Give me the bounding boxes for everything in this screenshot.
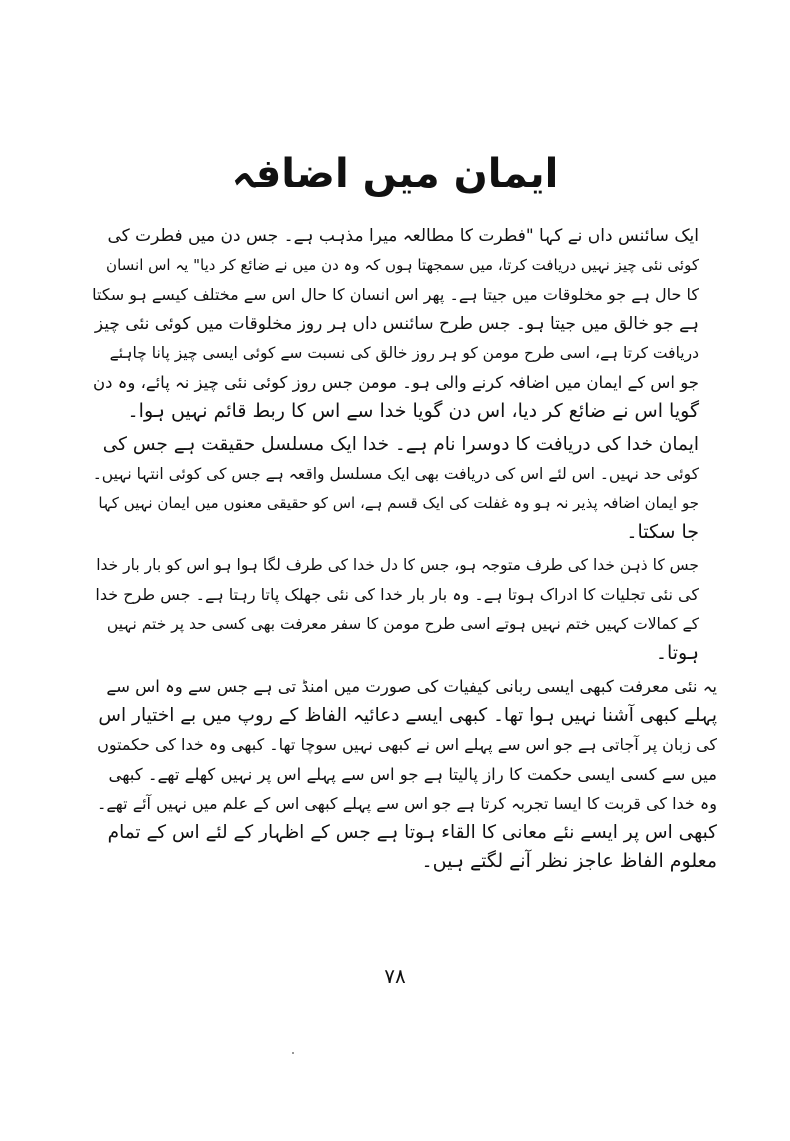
text-line: کی زبان پر آجاتی ہے جو اس سے پہلے اس نے کبھی نہیں سوچا تھا۔ کبھی وہ خدا کی حکمتوں — [97, 735, 717, 755]
text-line: دریافت کرتا ہے، اسی طرح مومن کو ہر روز خالق کی نسبت سے کوئی ایسی چیز پانا چاہئے — [109, 343, 699, 362]
article-body — [92, 222, 717, 880]
text-line: کوئی حد نہیں۔ اس لئے اس کی دریافت بھی ایک مسلسل واقعہ ہے جس کی کوئی انتہا نہیں۔ — [92, 464, 699, 483]
page-title: ایمان میں اضافہ — [231, 151, 559, 197]
scan-speck — [292, 1052, 294, 1054]
paragraph-1 — [92, 222, 717, 426]
text-line: کبھی اس پر ایسے نئے معانی کا القاء ہوتا ہے جس کے اظہار کے لئے اس کے تمام — [107, 822, 717, 844]
text-line: جو ایمان اضافہ پذیر نہ ہو وہ غفلت کی ایک قسم ہے، اس کو حقیقی معنوں میں ایمان نہیں کہا — [98, 493, 699, 512]
text-line: جو اس کے ایمان میں اضافہ کرنے والی ہو۔ مومن جس روز کوئی نئی چیز نہ پائے، وہ دن — [92, 373, 699, 393]
text-line: جس کا ذہن خدا کی طرف متوجہ ہو، جس کا دل خدا کی طرف لگا ہوا ہو اس کو بار بار خدا — [96, 556, 699, 575]
text-line: ہوتا۔ — [655, 641, 699, 664]
text-line: کا حال ہے جو مخلوقات میں جیتا ہے۔ پھر اس انسان کا حال اس سے مختلف کیسے ہو سکتا — [92, 285, 699, 305]
paragraph-3 — [92, 551, 717, 668]
text-line: کی نئی تجلیات کا ادراک ہوتا ہے۔ وہ بار بار خدا کی نئی جھلک پاتا رہتا ہے۔ جس طرح خدا — [95, 585, 699, 605]
text-line: کوئی نئی چیز نہیں دریافت کرتا، میں سمجھتا ہوں کہ وہ دن میں نے ضائع کر دیا" یہ اس انسان — [106, 256, 699, 275]
page-number: ۷۸ — [384, 964, 406, 988]
paragraph-4 — [92, 672, 717, 876]
text-line: پہلے کبھی آشنا نہیں ہوا تھا۔ کبھی ایسے دعائیہ الفاظ کے روپ میں بے اختیار اس — [98, 705, 717, 727]
text-line: کے کمالات کہیں ختم نہیں ہوتے اسی طرح مومن کا سفر معرفت بھی کسی حد پر ختم نہیں — [106, 614, 699, 633]
text-line: ایمان خدا کی دریافت کا دوسرا نام ہے۔ خدا ایک مسلسل حقیقت ہے جس کی — [102, 434, 699, 456]
text-line: وہ خدا کی قربت کا ایسا تجربہ کرتا ہے جو اس سے پہلے کبھی اس کے علم میں نہیں آئے تھے۔ — [97, 793, 717, 813]
paragraph-2 — [92, 430, 717, 547]
text-line: معلوم الفاظ عاجز نظر آنے لگتے ہیں۔ — [421, 850, 717, 873]
text-line: یہ نئی معرفت کبھی ایسی ربانی کیفیات کی صورت میں امنڈ تی ہے جس سے وہ اس سے — [106, 677, 717, 697]
text-line: جا سکتا۔ — [626, 521, 699, 544]
text-line: ایک سائنس داں نے کہا "فطرت کا مطالعہ میرا مذہب ہے۔ جس دن میں فطرت کی — [107, 226, 699, 246]
text-line: میں سے کسی ایسی حکمت کا راز پالیتا ہے جو اس سے پہلے اس پر نہیں کھلے تھے۔ کبھی — [108, 764, 717, 784]
text-line: ہے جو خالق میں جیتا ہو۔ جس طرح سائنس داں ہر روز مخلوقات میں کوئی نئی چیز — [94, 313, 699, 334]
text-line: گویا اس نے ضائع کر دیا، اس دن گویا خدا سے اس کا ربط قائم نہیں ہوا۔ — [127, 400, 699, 423]
